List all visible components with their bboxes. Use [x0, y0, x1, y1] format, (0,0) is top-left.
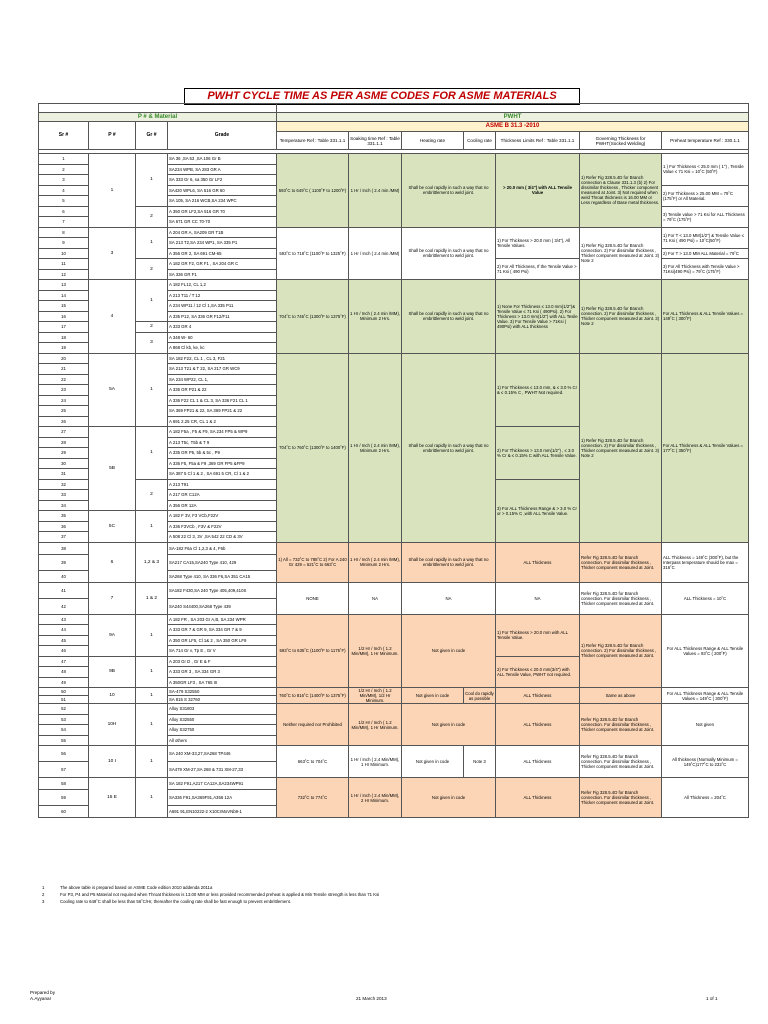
- sr-cell: 46: [39, 646, 89, 657]
- preheat-cell: For ALL Thickness & ALL Tensile Values = 149˚C ( 300˚F): [662, 280, 749, 354]
- heating-cooling-cell: Shall be cool rapidly in such a way that no embrittlement to weld joint.: [402, 353, 496, 542]
- sr-cell: 20: [39, 353, 89, 364]
- grade-cell: A 203 Gr D , Gr E & F: [168, 656, 277, 667]
- grade-cell: SA-182 F6a Cl 1,2,3 & 4, F6b: [168, 542, 277, 554]
- p-number: 1: [89, 154, 136, 228]
- grade-cell: A 182 F 3V, F3 VCb,F22V: [168, 511, 277, 522]
- grade-cell: SA 714 Gr v, Tp E , Gr V: [168, 646, 277, 657]
- sr-cell: 18: [39, 332, 89, 343]
- heating-cooling-cell: Shall be cool rapidly in such a way that no embrittlement to weld joint.: [402, 542, 496, 582]
- grade-cell: A 336 F3VCb , F3V & F22V: [168, 521, 277, 532]
- soaking-cell: 1 Hr / Inch ( 2.4 Min/MM), 2 Hr Minimum.: [349, 778, 402, 818]
- grade-cell: A 182 F5a , F5 & F9, SA 234 FP5 & WP9: [168, 427, 277, 438]
- sr-cell: 3: [39, 175, 89, 186]
- table-row: [39, 280, 749, 291]
- col-grade: Grade: [168, 122, 277, 150]
- sr-cell: 42: [39, 598, 89, 614]
- governing-cell: 1) Refer Fig 328.5.4D for Branch connection. 2) For dissimilar thickness , Thicker component measured at Joint. 3) Note 2: [580, 280, 662, 354]
- sr-cell: 10: [39, 248, 89, 259]
- sr-cell: 9: [39, 238, 89, 249]
- gr-number: 1 & 2: [136, 582, 168, 614]
- gr-number: 2: [136, 206, 168, 227]
- grade-cell: All others: [168, 735, 277, 746]
- heating-cooling-cell: Not given in code: [402, 778, 496, 818]
- col-thickness: Thickness Limits Ref : Table 331.1.1: [496, 132, 580, 150]
- governing-cell: 1) Refer Fig 328.5.4D for Branch connection. 2) For dissimilar thickness , Thicker component measured at Joint. 3) Note 2: [580, 353, 662, 542]
- soaking-cell: 1 Hr / Inch ( 2.4 min /MM), Minimum 2 Hrs.: [349, 542, 402, 582]
- grade-cell: SA 369 FP21 & 22, SA 369 FP21 & 22: [168, 406, 277, 417]
- temperature-cell: NONE: [277, 582, 349, 614]
- grade-cell: SA 333 Gr 6, sa 350 Gr LF2: [168, 175, 277, 186]
- col-heating: Heating rate: [402, 132, 464, 150]
- grade-cell: A 213 T11 / T 12: [168, 290, 277, 301]
- sr-cell: 39: [39, 554, 89, 570]
- thickness-cell: 2) For Thickness > 13.0 mm(1/2") , ≤ 3.0 % Cr & ≤ 0.15% C with ALL Tensile Value.: [496, 427, 580, 480]
- sr-cell: 8: [39, 227, 89, 238]
- grade-cell: SA 671 GR CC 70-70: [168, 217, 277, 228]
- heating-cooling-cell: Not given in code: [402, 704, 496, 746]
- note-3: 3 Cooling rate to 649˚C shall be less than 56˚C/Hr, thereafter the cooling rate shall be fast enough to prevent embrittlement.: [42, 899, 291, 904]
- grade-cell: A 356 GR 2, SA 691 CM-65: [168, 248, 277, 259]
- soaking-cell: 1/2 Hr / Inch ( 1.2 Min/MM), 1/2 Hr Minimum.: [349, 688, 402, 704]
- sr-cell: 48: [39, 667, 89, 678]
- sr-cell: 34: [39, 500, 89, 511]
- sr-cell: 59: [39, 790, 89, 806]
- temperature-cell: 732˚C to 774˚C: [277, 778, 349, 818]
- gr-number: 1: [136, 746, 168, 778]
- sr-cell: 43: [39, 614, 89, 625]
- asme-code: ASME B 31.3 -2010: [277, 122, 749, 132]
- grade-cell: A 335 GR P5, 5b & 5c , P9: [168, 448, 277, 459]
- sr-cell: 1: [39, 154, 89, 165]
- grade-cell: SA 105, SA 216 WCB,SA 234 WPC: [168, 196, 277, 207]
- preheat-cell: 3) Tensile value > 71 Ksi for ALL Thickness = 79˚C (175˚F): [662, 206, 749, 227]
- preheat-cell: For ALL Thickness Range & ALL Tensile Values = 149˚C ( 300˚F): [662, 688, 749, 704]
- soaking-cell: 1/2 Hr / Inch ( 1.2 Min/MM), 1 Hr Minimum.: [349, 704, 402, 746]
- grade-cell: A 691 2.25 CR, CL 1 & 2: [168, 416, 277, 427]
- table-row: [39, 746, 749, 762]
- thickness-cell: 1) None For Thickness ≤ 13.0 mm(1/2")& Tensile Value ≤ 71 Ksi ( 490Psi). 2) For Thickness > 13.0 mm(1/2") with ALL Tesile Value. 3) For Tensile Value > 71Ksi ( 490Psi) with ALL thickness: [496, 280, 580, 354]
- grade-cell: SA 815 S 32760: [168, 696, 277, 704]
- grade-cell: A691 91,EN10222-2 X10CrMoVNb9-1: [168, 806, 277, 818]
- cooling-cell: Note 3: [464, 746, 496, 778]
- thickness-cell: ALL Thickness: [496, 778, 580, 818]
- governing-cell: Refer Fig 328.5.4D for Branch connection. For dissimilar thickness , Thicker component measured at Joint.: [580, 778, 662, 818]
- gr-number: 1,2 & 3: [136, 542, 168, 582]
- note-2: 2 For P3, P4 and P5 Material not required when Throat thickness is 13.00 MM or less provided recommended preheat is applied & Min Tensile strength is less than 71 Ksi: [42, 892, 380, 897]
- p-number: 10: [89, 688, 136, 704]
- sr-cell: 53: [39, 714, 89, 725]
- grade-cell: A 350GR LF3 , SA 765 III: [168, 677, 277, 688]
- thickness-cell: ALL Thickness: [496, 746, 580, 778]
- sr-cell: 58: [39, 778, 89, 790]
- preheat-cell: All Thickness = 204˚C: [662, 778, 749, 818]
- grade-cell: A 234 WP11 / 12 Cl 1,SA 335 P11: [168, 301, 277, 312]
- prepared-by-name: A.Ayyanar: [30, 996, 52, 1001]
- heating-cell: Not given in code: [402, 688, 464, 704]
- blank-top: [39, 104, 277, 113]
- grade-cell: SA 387 5 Cl 1 & 2 , SA 691 5 CR, Cl 1 & 2: [168, 469, 277, 480]
- grade-cell: A 182 GR F2, GR F1 , SA 204 GR C: [168, 259, 277, 270]
- sr-cell: 17: [39, 322, 89, 333]
- grade-cell: A 217 GR C12A: [168, 490, 277, 501]
- sr-cell: 54: [39, 725, 89, 736]
- governing-cell: Refer Fig 328.5.4D for Branch connection. For dissimilar thickness , Thicker component measured at Joint.: [580, 542, 662, 582]
- soaking-cell: 1 Hr / Inch ( 2.4 min /MM): [349, 154, 402, 228]
- grade-cell: SA 240 XM-33,27,SA268 TP446: [168, 746, 277, 762]
- preheat-cell: 3) For All Thickness with Tensile Value > 71Ksi(490 Psi) = 79˚C (175˚F): [662, 259, 749, 280]
- heating-cooling-cell: NA: [402, 582, 496, 614]
- sr-cell: 19: [39, 343, 89, 354]
- table-row: [39, 353, 749, 364]
- preheat-cell: All thickness (Normally Minimum = 149˚C)177˚C to 232˚C: [662, 746, 749, 778]
- soaking-cell: NA: [349, 582, 402, 614]
- table-row: [39, 582, 749, 598]
- preheat-cell: 2) For T > 13.0 MM ALL Material = 79˚C: [662, 248, 749, 259]
- sr-cell: 47: [39, 656, 89, 667]
- col-p: P #: [89, 122, 136, 150]
- sr-cell: 38: [39, 542, 89, 554]
- sr-cell: 35: [39, 511, 89, 522]
- gr-number: 3: [136, 332, 168, 353]
- p-number: 7: [89, 582, 136, 614]
- page-title: PWHT CYCLE TIME AS PER ASME CODES FOR ASME MATERIALS: [184, 88, 580, 105]
- footer-date: 21 March 2013: [356, 996, 387, 1001]
- sr-cell: 50: [39, 688, 89, 696]
- gr-number: 1: [136, 427, 168, 480]
- sr-cell: 21: [39, 364, 89, 375]
- thickness-cell: 3) For ALL Thickness Range & > 3.0 % Cr or > 0.15% C ,with ALL Tensile Value.: [496, 479, 580, 542]
- governing-cell: 1) Refer Fig 328.5.4D for Branch connection. 2) For dissimilar thickness , Thicker component measured at Joint.: [580, 614, 662, 688]
- preheat-cell: 2) For Thickness ≥ 25.00 MM = 79˚C (175˚F) or All Material.: [662, 185, 749, 206]
- preheat-cell: 1) For T < 13.0 MM(1/2") & Tensile Value ≤ 71 Ksi ( 490 Psi) = 10˚C(50˚F): [662, 227, 749, 248]
- temperature-cell: 593˚C to 649˚C ( 1100˚F to 1200˚F): [277, 154, 349, 228]
- grade-cell: SA268 Type 410, SA 336 F6,SA 351 CA15: [168, 570, 277, 582]
- col-soaking: Soaking time Ref : Table 331.1.1: [349, 132, 402, 150]
- sr-cell: 22: [39, 374, 89, 385]
- sr-cell: 44: [39, 625, 89, 636]
- grade-cell: A 348 W- 60: [168, 332, 277, 343]
- sr-cell: 55: [39, 735, 89, 746]
- sr-cell: 60: [39, 806, 89, 818]
- p-number: 6: [89, 542, 136, 582]
- gr-number: 1: [136, 154, 168, 207]
- sr-cell: 24: [39, 395, 89, 406]
- p-number: 4: [89, 280, 136, 354]
- heating-cell: Not given in code: [402, 746, 464, 778]
- governing-cell: 1) Refer Fig 328.5.4D for Branch connection & Clause 331.1.3 (b) 2) For dissimilar thickness , Thicker component measured at Joint. 3) Not required when weld Throat thickness is 16.00 MM or Less regardless of Base metal thickness.: [580, 154, 662, 228]
- table-row: [39, 542, 749, 554]
- pwht-table: [38, 103, 749, 818]
- col-preheat: Preheat temperature Ref : 330.1.1: [662, 132, 749, 150]
- soaking-cell: 1 Hr / Inch ( 2.4 Min/MM), 1 Hr Minimum.: [349, 746, 402, 778]
- page-number: 1 of 1: [706, 996, 718, 1001]
- sr-cell: 37: [39, 532, 89, 543]
- grade-cell: SA 36 ,SA 53 ,SA 106 Gr B: [168, 154, 277, 165]
- grade-cell: SA182 F430,SA 240 Type 405,409,410S: [168, 582, 277, 598]
- grade-cell: SA 182 F22, CL 1 , CL 3, F21: [168, 353, 277, 364]
- grade-cell: SA336 F91,SA369F91,A356 12A: [168, 790, 277, 806]
- soaking-cell: 1 Hr / Inch ( 2.4 min /MM): [349, 227, 402, 280]
- grade-cell: A 182 FR , SA 203 Gr A,B, SA 234 WPR: [168, 614, 277, 625]
- temperature-cell: 704˚C to 746˚C (1300˚F to 1375˚F): [277, 280, 349, 354]
- gr-number: 1: [136, 656, 168, 688]
- grade-cell: A 350 GR LF2,SA 516 GR 70: [168, 206, 277, 217]
- sr-cell: 30: [39, 458, 89, 469]
- thickness-cell: NA: [496, 582, 580, 614]
- grade-cell: A 335 P12, SA 336 GR F12/F11: [168, 311, 277, 322]
- thickness-cell: ALL Thickness: [496, 542, 580, 582]
- sr-cell: 45: [39, 635, 89, 646]
- sr-cell: 49: [39, 677, 89, 688]
- grade-cell: SA 234 WP22, CL 1,: [168, 374, 277, 385]
- grade-cell: A 333 GR 3 , SA 334 GR 3: [168, 667, 277, 678]
- notes: [38, 884, 738, 905]
- table-row: [39, 154, 749, 165]
- sr-cell: 6: [39, 206, 89, 217]
- heating-cooling-cell: Shall be cool rapidly in such a way that no embrittlement to weld joint.: [402, 227, 496, 280]
- sr-cell: 36: [39, 521, 89, 532]
- sr-cell: 26: [39, 416, 89, 427]
- sr-cell: 28: [39, 437, 89, 448]
- sr-cell: 57: [39, 762, 89, 778]
- soaking-cell: 1 Hr / Inch ( 2.4 min /MM), Minimum 2 Hrs.: [349, 280, 402, 354]
- thickness-cell: > 20.0 mm ( 3/4") with ALL Tensile Value: [496, 154, 580, 228]
- sr-cell: 15: [39, 301, 89, 312]
- grade-cell: SA234 WPB, SA 283 GR A: [168, 164, 277, 175]
- temperature-cell: 704˚C to 760˚C (1300˚F to 1400˚F): [277, 353, 349, 542]
- gr-number: 1: [136, 688, 168, 704]
- grade-cell: SA 182 F91,A217 CA12A,SA234WP91: [168, 778, 277, 790]
- prepared-by-label: Prepared by: [30, 990, 56, 995]
- preheat-cell: Not given: [662, 704, 749, 746]
- table-row: [39, 227, 749, 238]
- p-number: 9A: [89, 614, 136, 656]
- heating-cooling-cell: Shall be cool rapidly in such a way that no embrittlement to weld joint.: [402, 280, 496, 354]
- grade-cell: A 335 GR P21 & 22: [168, 385, 277, 396]
- p-number: 3: [89, 227, 136, 280]
- col-temperature: Temperature Ref : Table 331.1.1: [277, 132, 349, 150]
- preheat-cell: For ALL Thickness Range & ALL Tensile Values = 93˚C ( 200˚F): [662, 614, 749, 688]
- grade-cell: Alloy S32750: [168, 725, 277, 736]
- sr-cell: 7: [39, 217, 89, 228]
- sr-cell: 40: [39, 570, 89, 582]
- grade-cell: A 356 GR 12A: [168, 500, 277, 511]
- temperature-cell: 593˚C to 718˚C (1100˚F to 1325˚F): [277, 227, 349, 280]
- thickness-cell: 1) For Thickness ≤ 13.0 mm, & ≤ 3.0 % Cr & ≤ 0.15% C , PWHT Not required.: [496, 353, 580, 427]
- p-number: 5A: [89, 353, 136, 427]
- grade-cell: Alloy S31803: [168, 704, 277, 715]
- sr-cell: 33: [39, 490, 89, 501]
- sr-cell: 56: [39, 746, 89, 762]
- gr-number: 2: [136, 479, 168, 511]
- sr-cell: 51: [39, 696, 89, 704]
- soaking-cell: 1 Hr / Inch ( 2.4 min /MM), Minimum 2 Hrs.: [349, 353, 402, 542]
- p-number: 5B: [89, 427, 136, 511]
- governing-cell: Same as above: [580, 688, 662, 704]
- sr-cell: 14: [39, 290, 89, 301]
- grade-cell: A 182 FL12, CL 1,2: [168, 280, 277, 291]
- grade-cell: SA 336 GR F1: [168, 269, 277, 280]
- governing-cell: Refer Fig 328.5.4D for Branch connection. For dissimilar thickness , Thicker component measured at Joint.: [580, 704, 662, 746]
- sr-cell: 13: [39, 280, 89, 291]
- sr-cell: 32: [39, 479, 89, 490]
- sr-cell: 5: [39, 196, 89, 207]
- sr-cell: 29: [39, 448, 89, 459]
- thickness-cell: ALL Thickness: [496, 688, 580, 704]
- gr-number: 2: [136, 322, 168, 333]
- governing-cell: Refer Fig 328.5.4D for Branch connection. For dissimilar thickness , Thicker component measured at Joint.: [580, 746, 662, 778]
- grade-cell: A 336 F22 CL 1 & CL 3, SA 336 F21 CL 1: [168, 395, 277, 406]
- sr-cell: 4: [39, 185, 89, 196]
- temperature-cell: 663˚C to 704˚C: [277, 746, 349, 778]
- grade-cell: A 868 Cl kb, ke, kc: [168, 343, 277, 354]
- preheat-cell: ALL Thickness = 149˚C (300˚F), but the Interpass temperature should be max = 316˚C: [662, 542, 749, 582]
- heating-cooling-cell: Shall be cool rapidly in such a way that no embrittlement to weld joint.: [402, 154, 496, 228]
- grade-cell: A 336 F5, F5a & F9 ,369 GR FP5 &FP9: [168, 458, 277, 469]
- band-pwht: PWHT: [277, 113, 749, 122]
- temperature-cell: 760˚C to 816˚C (1400˚F to 1375˚F): [277, 688, 349, 704]
- sr-cell: 27: [39, 427, 89, 438]
- grade-cell: A 350 GR LF5, Cl 1& 2 , SA 350 GR LF9: [168, 635, 277, 646]
- col-gr: Gr #: [136, 122, 168, 150]
- grade-cell: A 333 GR 7 & GR 9, SA 334 GR 7 & 9: [168, 625, 277, 636]
- sr-cell: 41: [39, 582, 89, 598]
- gr-number: 1: [136, 511, 168, 543]
- grade-cell: A 213 T91: [168, 479, 277, 490]
- col-governing: Governing Thickness for PWHT(Socked Welding): [580, 132, 662, 150]
- gr-number: 1: [136, 280, 168, 322]
- sr-cell: 11: [39, 259, 89, 270]
- grade-cell: Alloy S32550: [168, 714, 277, 725]
- thickness-cell: 1) For Thickness > 20.0 mm with ALL Tensile Value.: [496, 614, 580, 656]
- sr-cell: 2: [39, 164, 89, 175]
- gr-number: 1: [136, 227, 168, 259]
- grade-cell: SA 213 T21 & T 22, SA 217 GR WC9: [168, 364, 277, 375]
- p-number: 9B: [89, 656, 136, 688]
- col-sr: Sr #: [39, 122, 89, 150]
- thickness-cell: ALL Thickness: [496, 704, 580, 746]
- gr-number: 1: [136, 704, 168, 746]
- sr-cell: 31: [39, 469, 89, 480]
- grade-cell: SA-479 S32550: [168, 688, 277, 696]
- soaking-cell: 1/2 Hr / Inch ( 1.2 Min/MM), 1 Hr Minimum.: [349, 614, 402, 688]
- grade-cell: SA217 CA15,SA240 Type 410, 429: [168, 554, 277, 570]
- gr-number: 2: [136, 259, 168, 280]
- sr-cell: 23: [39, 385, 89, 396]
- band-material: P # & Material: [39, 113, 277, 122]
- temperature-cell: 1) All = 732˚C to 788˚C 2) For A 240 Gr 429 = 621˚C to 663˚C: [277, 542, 349, 582]
- thickness-cell: 1) For Thickness > 20.0 mm ( 3/4"), All Tensile Values.: [496, 227, 580, 259]
- gr-number: 1: [136, 778, 168, 818]
- grade-cell: A 213 T5c, T5b & T 9: [168, 437, 277, 448]
- grade-cell: SA479 XM-27,SA 268 & 731 XM-27,33: [168, 762, 277, 778]
- blank-top: [277, 104, 749, 113]
- grade-cell: A 204 GR A, SA209 GR T1B: [168, 227, 277, 238]
- temperature-cell: Neither required nor Prohibited: [277, 704, 349, 746]
- heating-cooling-cell: Not given in code: [402, 614, 496, 688]
- governing-cell: Refer Fig 328.5.4D for Branch connection. For dissimilar thickness , Thicker component measured at Joint.: [580, 582, 662, 614]
- p-number: 10 I: [89, 746, 136, 778]
- grade-cell: SA 213 T2,SA 234 WP1, SA 335 P1: [168, 238, 277, 249]
- table-row: [39, 688, 749, 696]
- table-row: [39, 614, 749, 625]
- thickness-cell: 2) For All Thickness, If the Tensile Value > 71 Ksi ( 490 Psi): [496, 259, 580, 280]
- col-cooling: Cooling rate: [464, 132, 496, 150]
- gr-number: 1: [136, 353, 168, 427]
- grade-cell: SA420 WPL6, SA 516 GR 60: [168, 185, 277, 196]
- gr-number: 1: [136, 614, 168, 656]
- grade-cell: A 333 GR 4: [168, 322, 277, 333]
- cooling-cell: Cool do rapidly as possible: [464, 688, 496, 704]
- preheat-cell: ALL Thickness = 10˚C: [662, 582, 749, 614]
- p-number: 10H: [89, 704, 136, 746]
- sr-cell: 52: [39, 704, 89, 715]
- sr-cell: 25: [39, 406, 89, 417]
- table-row: [39, 778, 749, 790]
- note-1: 1 The above table is prepared based on ASME Code edition 2010 addenda 2011a: [42, 885, 213, 890]
- sr-cell: 12: [39, 269, 89, 280]
- preheat-cell: 1 ) For Thickness < 25.0 mm ( 1") , Tensile Value ≤ 71 Ksi = 10˚C (50˚F): [662, 154, 749, 186]
- p-number: 5C: [89, 511, 136, 543]
- temperature-cell: 593˚C to 635˚C (1100˚F to 1175˚F): [277, 614, 349, 688]
- preheat-cell: For ALL Thickness & ALL Tensile Values = 177˚C ( 350˚F): [662, 353, 749, 542]
- grade-cell: SA240 S44400,SA268 Type 439: [168, 598, 277, 614]
- thickness-cell: 2) For Thickness ≤ 20.0 mm(3/4") with ALL Tensile Value, PWHT not required.: [496, 656, 580, 688]
- grade-cell: A 508 22 Cl 3, 3V ,SA 542 22 CD & 3V: [168, 532, 277, 543]
- sr-cell: 16: [39, 311, 89, 322]
- p-number: 15 E: [89, 778, 136, 818]
- governing-cell: 1) Refer Fig 328.5.4D for Branch connection. 2) For dissimilar thickness , Thicker component measured at Joint. 3) Note 2: [580, 227, 662, 280]
- table-row: [39, 704, 749, 715]
